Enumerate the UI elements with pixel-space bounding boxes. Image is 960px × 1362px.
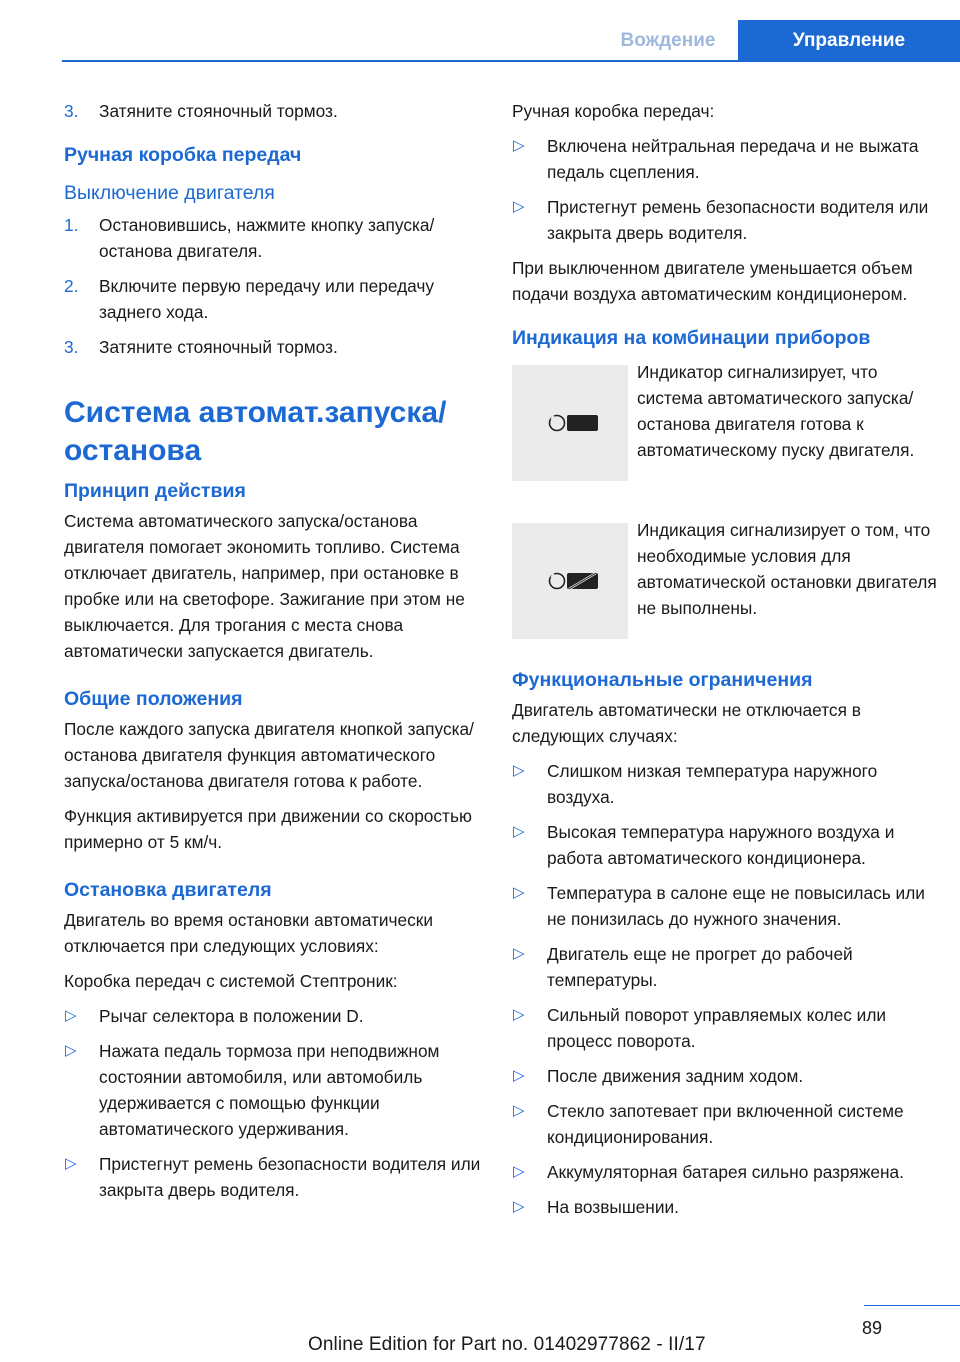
bullet-triangle-icon: ▷ xyxy=(513,945,525,962)
indicator-image-ready xyxy=(512,365,628,481)
header-rule xyxy=(62,60,960,62)
list-item-text: Стекло запотевает при включенной системе кондиционирования. xyxy=(547,1101,904,1147)
step-number: 3. xyxy=(64,337,79,357)
step-text: Остановившись, нажмите кнопку запуска/останова двигателя. xyxy=(99,215,435,261)
bullet-triangle-icon: ▷ xyxy=(513,1102,525,1119)
paragraph-air: При выключенном двигателе уменьшается объем подачи воздуха автоматическим кондиционером. xyxy=(512,258,913,304)
step-number: 1. xyxy=(64,215,79,235)
list-item xyxy=(512,194,932,246)
list-item-text: Пристегнут ремень безопасности водителя или закрыта дверь водителя. xyxy=(99,1154,481,1200)
auto-start-stop-off-icon xyxy=(548,571,600,591)
bullet-triangle-icon: ▷ xyxy=(513,762,525,779)
list-item-text: На возвышении. xyxy=(547,1197,679,1217)
tab-driving[interactable]: Вождение xyxy=(620,30,716,51)
left-column xyxy=(64,98,484,1212)
list-item xyxy=(512,1159,932,1185)
heading-engine-off: Выключение двигателя xyxy=(64,182,275,204)
heading-engine-stop: Остановка двигателя xyxy=(64,879,272,901)
page-number: 89 xyxy=(862,1318,883,1338)
list-item xyxy=(512,1002,932,1054)
bullet-triangle-icon: ▷ xyxy=(513,1067,525,1084)
bullet-triangle-icon: ▷ xyxy=(65,1042,77,1059)
bullet-triangle-icon: ▷ xyxy=(513,1006,525,1023)
auto-start-stop-icon xyxy=(548,413,600,433)
list-item-text: Нажата педаль тормоза при неподвижном состоянии автомобиля, или автомобиль удерживается с помощью функции автоматического удерживания. xyxy=(99,1041,440,1139)
list-item-text: Рычаг селектора в положении D. xyxy=(99,1006,364,1026)
paragraph-general-1: После каждого запуска двигателя кнопкой запуска/останова двигателя функция автоматического запуска/останова двигателя готова к работе. xyxy=(64,719,474,791)
paragraph-stop-2: Коробка передач с системой Стептроник: xyxy=(64,971,398,991)
section-title xyxy=(64,394,484,470)
step-number: 2. xyxy=(64,276,79,296)
bullet-triangle-icon: ▷ xyxy=(513,884,525,901)
step-item xyxy=(64,334,484,360)
heading-manual-gearbox: Ручная коробка передач xyxy=(64,144,302,166)
list-item-text: Пристегнут ремень безопасности водителя или закрыта дверь водителя. xyxy=(547,197,929,243)
paragraph-general-2: Функция активируется при движении со скоростью примерно от 5 км/ч. xyxy=(64,806,472,852)
list-item xyxy=(512,819,932,871)
tab-controls[interactable]: Управление xyxy=(738,20,960,62)
list-item xyxy=(512,941,932,993)
edition-note: Online Edition for Part no. 01402977862 - II/17 xyxy=(308,1334,706,1355)
step-text: Затяните стояночный тормоз. xyxy=(99,101,338,121)
indicator-row-ready xyxy=(512,362,932,515)
list-item xyxy=(64,1038,484,1142)
list-item xyxy=(512,1194,932,1220)
indicator-row-blocked xyxy=(512,520,937,663)
list-item-text: Аккумуляторная батарея сильно разряжена. xyxy=(547,1162,904,1182)
heading-principle: Принцип действия xyxy=(64,480,246,502)
step-item xyxy=(64,273,484,325)
indicator-image-blocked xyxy=(512,523,628,639)
bullet-triangle-icon: ▷ xyxy=(65,1155,77,1172)
footer-rule xyxy=(864,1305,960,1306)
list-item xyxy=(512,758,932,810)
page-header xyxy=(0,20,960,62)
step-text: Затяните стояночный тормоз. xyxy=(99,337,338,357)
heading-indication: Индикация на комбинации приборов xyxy=(512,327,871,349)
indicator-text-blocked: Индикация сигнализирует о том, что необходимые условия для автоматической остановки двигателя не выполнены. xyxy=(637,520,937,618)
section-title-line2: останова xyxy=(64,434,202,467)
bullet-triangle-icon: ▷ xyxy=(513,198,525,215)
bullet-triangle-icon: ▷ xyxy=(513,1198,525,1215)
bullet-triangle-icon: ▷ xyxy=(513,137,525,154)
right-column xyxy=(512,98,937,1229)
bullet-triangle-icon: ▷ xyxy=(513,823,525,840)
step-number: 3. xyxy=(64,101,79,121)
indicator-text-ready: Индикатор сигнализирует, что система автоматического запуска/останова двигателя готова к автоматическому пуску двигателя. xyxy=(637,362,915,460)
heading-general: Общие положения xyxy=(64,688,243,710)
bullet-triangle-icon: ▷ xyxy=(513,1163,525,1180)
section-title-line1: Система автомат.запуска/ xyxy=(64,396,447,429)
list-item-text: Слишком низкая температура наружного воздуха. xyxy=(547,761,878,807)
paragraph-manual: Ручная коробка передач: xyxy=(512,101,715,121)
paragraph-limits: Двигатель автоматически не отключается в следующих случаях: xyxy=(512,700,861,746)
list-item-text: После движения задним ходом. xyxy=(547,1066,804,1086)
heading-limits: Функциональные ограничения xyxy=(512,669,813,691)
list-item xyxy=(512,133,932,185)
step-text: Включите первую передачу или передачу заднего хода. xyxy=(99,276,435,322)
list-item-text: Сильный поворот управляемых колес или процесс поворота. xyxy=(547,1005,887,1051)
list-item xyxy=(64,1003,484,1029)
list-item xyxy=(64,1151,484,1203)
list-item xyxy=(512,1063,932,1089)
step-item xyxy=(64,98,484,124)
list-item xyxy=(512,880,932,932)
list-item-text: Включена нейтральная передача и не выжата педаль сцепления. xyxy=(547,136,919,182)
list-item xyxy=(512,1098,932,1150)
step-item xyxy=(64,212,484,264)
paragraph-principle: Система автоматического запуска/останова двигателя помогает экономить топливо. Система отключает двигатель, например, при остановке в пробке или на светофоре. Зажигание при этом не выключается. Для трогания с места снова автоматически запускается двигатель. xyxy=(64,511,465,661)
paragraph-stop-1: Двигатель во время остановки автоматически отключается при следующих условиях: xyxy=(64,910,434,956)
list-item-text: Двигатель еще не прогрет до рабочей температуры. xyxy=(547,944,853,990)
list-item-text: Высокая температура наружного воздуха и работа автоматического кондиционера. xyxy=(547,822,895,868)
bullet-triangle-icon: ▷ xyxy=(65,1007,77,1024)
list-item-text: Температура в салоне еще не повысилась или не понизилась до нужного значения. xyxy=(547,883,925,929)
